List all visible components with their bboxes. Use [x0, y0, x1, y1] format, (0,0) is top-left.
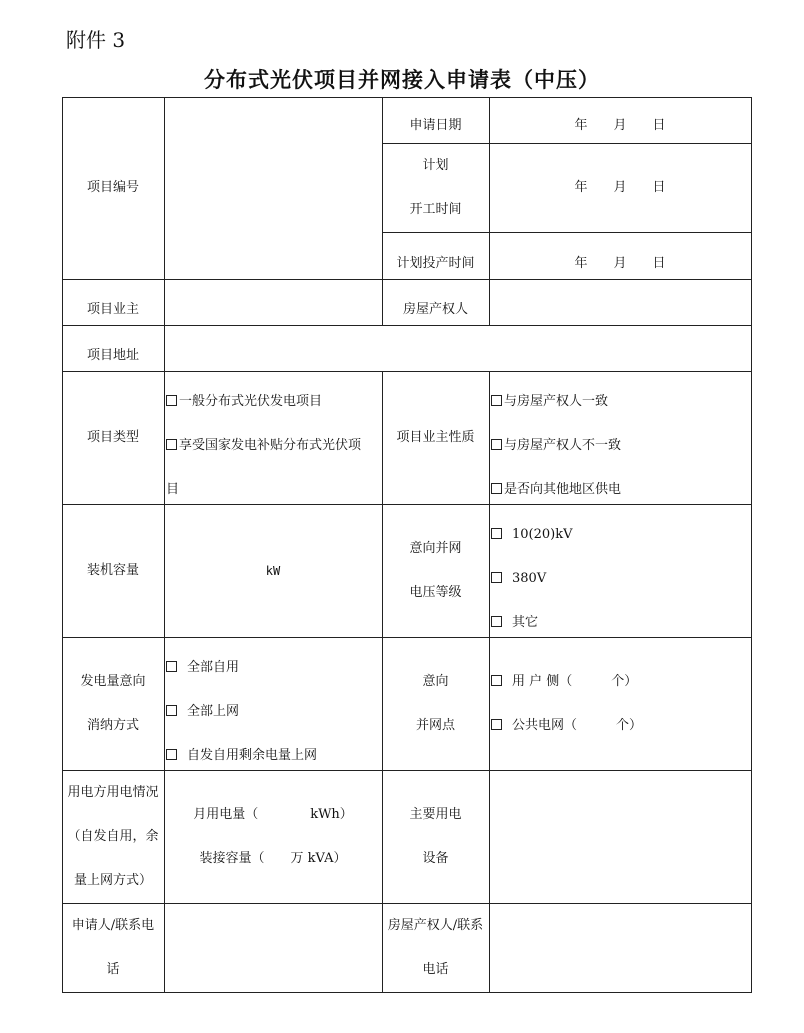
operation-time-input-cell[interactable] [489, 232, 752, 280]
address-input-cell[interactable] [164, 325, 752, 372]
consumption-label-line1: 发电量意向 [80, 673, 146, 689]
voltage-option-other[interactable]: 其它 [491, 601, 751, 645]
project-type-options [164, 371, 383, 505]
grid-point-option-public-grid[interactable]: 公共电网（ 个） [491, 704, 642, 748]
project-type-label-cell [62, 371, 165, 505]
usage-input-cell[interactable] [164, 770, 383, 904]
form-title: 分布式光伏项目并网接入申请表（中压） [204, 68, 600, 92]
nature-option-same[interactable]: 与房屋产权人一致 [491, 380, 751, 424]
checkbox-icon[interactable] [491, 439, 502, 450]
grid-point-label-cell [382, 637, 490, 771]
capacity-label: 装机容量 [86, 562, 139, 578]
type-option-subsidy-continued: 目 [166, 482, 180, 497]
applicant-contact-input-cell[interactable] [164, 903, 383, 993]
owner-label-cell [62, 279, 165, 326]
property-contact-input-cell[interactable] [489, 903, 752, 993]
checkbox-icon[interactable] [166, 705, 177, 716]
checkbox-icon[interactable] [491, 719, 502, 730]
owner-label: 项目业主 [86, 302, 139, 317]
start-time-value: 年 月 日 [574, 179, 666, 195]
address-label-cell [62, 325, 165, 372]
capacity-unit: kW [265, 563, 281, 578]
consumption-label-cell [62, 637, 165, 771]
consumption-option-self[interactable]: 全部自用 [166, 646, 382, 690]
project-no-input-cell[interactable] [164, 97, 383, 280]
start-time-input-cell[interactable] [489, 143, 752, 233]
property-owner-label-cell [382, 279, 490, 326]
voltage-label-line1: 意向并网 [409, 540, 462, 556]
usage-label-line3: 量上网方式） [73, 872, 152, 888]
consumption-options [164, 637, 383, 771]
installed-capacity: 装接容量（ 万 kVA） [199, 850, 347, 866]
operation-time-value: 年 月 日 [574, 256, 666, 271]
applicant-contact-label-line2: 话 [106, 961, 120, 977]
checkbox-icon[interactable] [166, 395, 177, 406]
checkbox-icon[interactable] [491, 616, 502, 627]
equipment-label-cell [382, 770, 490, 904]
checkbox-icon[interactable] [166, 661, 177, 672]
voltage-label-line2: 电压等级 [409, 584, 462, 600]
property-contact-label-line1: 房屋产权人/联系 [387, 917, 484, 933]
grid-point-label-line2: 并网点 [415, 717, 455, 733]
consumption-option-surplus[interactable]: 自发自用剩余电量上网 [166, 734, 382, 778]
type-option-subsidy[interactable]: 享受国家发电补贴分布式光伏项 [166, 424, 382, 468]
grid-point-option-user-side[interactable]: 用 户 侧（ 个） [491, 660, 637, 704]
start-time-label-line1: 计划 [422, 157, 449, 173]
voltage-option-380v[interactable]: 380V [491, 557, 751, 601]
owner-nature-label-cell [382, 371, 490, 505]
address-label: 项目地址 [86, 348, 139, 363]
grid-point-label-line1: 意向 [422, 673, 449, 689]
consumption-label-line2: 消纳方式 [86, 717, 139, 733]
usage-label-line1: 用电方用电情况 [67, 784, 159, 800]
property-contact-label-cell [382, 903, 490, 993]
equipment-label-line1: 主要用电 [409, 806, 462, 822]
monthly-consumption: 月用电量（ kWh） [193, 806, 353, 822]
voltage-label-cell [382, 504, 490, 638]
voltage-option-10kv[interactable]: 10(20)kV [491, 513, 751, 557]
capacity-input-cell[interactable] [164, 504, 383, 638]
project-no-label-cell [62, 97, 165, 280]
start-time-label-line2: 开工时间 [409, 201, 462, 217]
voltage-options [489, 504, 752, 638]
property-owner-label: 房屋产权人 [402, 302, 468, 317]
owner-input-cell[interactable] [164, 279, 383, 326]
project-type-label: 项目类型 [86, 429, 139, 445]
grid-point-options [489, 637, 752, 771]
operation-time-label: 计划投产时间 [396, 256, 475, 271]
checkbox-icon[interactable] [491, 483, 502, 494]
checkbox-icon[interactable] [491, 675, 502, 686]
apply-date-label: 申请日期 [409, 118, 462, 133]
owner-nature-label: 项目业主性质 [396, 429, 475, 445]
consumption-option-grid[interactable]: 全部上网 [166, 690, 382, 734]
attachment-label: 附件 3 [66, 28, 126, 52]
project-no-label: 项目编号 [86, 180, 139, 195]
usage-label-cell [62, 770, 165, 904]
type-option-general[interactable]: 一般分布式光伏发电项目 [166, 380, 382, 424]
start-time-label-cell [382, 143, 490, 233]
nature-option-different[interactable]: 与房屋产权人不一致 [491, 424, 751, 468]
applicant-contact-label-line1: 申请人/联系电 [71, 917, 155, 933]
equipment-input-cell[interactable] [489, 770, 752, 904]
operation-time-label-cell [382, 232, 490, 280]
nature-option-supply-other[interactable]: 是否向其他地区供电 [491, 468, 751, 512]
equipment-label-line2: 设备 [422, 850, 449, 866]
checkbox-icon[interactable] [491, 528, 502, 539]
apply-date-value: 年 月 日 [574, 118, 666, 133]
property-contact-label-line2: 电话 [422, 961, 449, 977]
apply-date-input-cell[interactable] [489, 97, 752, 144]
checkbox-icon[interactable] [166, 439, 177, 450]
applicant-contact-label-cell [62, 903, 165, 993]
owner-nature-options [489, 371, 752, 505]
apply-date-label-cell [382, 97, 490, 144]
usage-label-line2: （自发自用，余 [67, 828, 159, 844]
checkbox-icon[interactable] [491, 572, 502, 583]
checkbox-icon[interactable] [491, 395, 502, 406]
property-owner-input-cell[interactable] [489, 279, 752, 326]
capacity-label-cell [62, 504, 165, 638]
checkbox-icon[interactable] [166, 749, 177, 760]
